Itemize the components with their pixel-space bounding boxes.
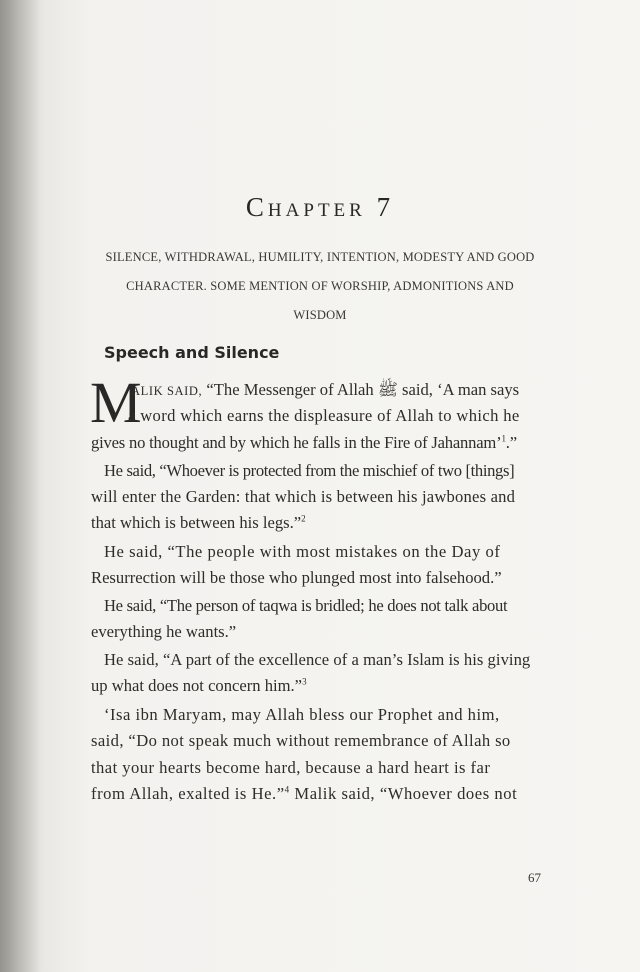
footnote-ref[interactable]: 4 <box>284 784 290 795</box>
paragraph-line: that your hearts become hard, because a hard heart is far <box>91 758 491 777</box>
footnote-ref[interactable]: 2 <box>301 513 306 524</box>
lead-in: ALIK SAID, <box>131 384 203 398</box>
line-text: that which is between his legs.” <box>91 513 302 532</box>
spine-shadow <box>0 0 40 972</box>
paragraph-line: He said, “A part of the excellence of a man’s Islam is his giving <box>104 650 531 669</box>
paragraph-line: Resurrection will be those who plunged most into falsehood.” <box>91 568 502 587</box>
paragraph-line <box>91 784 517 804</box>
paragraph-line: said, “Do not speak much without remembrance of Allah so <box>91 731 511 750</box>
line-text: from Allah, exalted is He.” <box>91 784 285 803</box>
chapter-subtitle: SILENCE, WITHDRAWAL, HUMILITY, INTENTION, MODESTY AND GOOD CHARACTER. SOME MENTION OF WORSHIP, ADMONITIONS AND WISDOM <box>105 250 535 322</box>
paragraph-line: will enter the Garden: that which is between his jawbones and <box>91 487 516 506</box>
section-heading: Speech and Silence <box>104 343 280 362</box>
footnote-ref[interactable]: 1 <box>501 433 506 444</box>
paragraph-line <box>91 433 517 453</box>
footnote-ref[interactable]: 3 <box>302 676 307 687</box>
line-text: Malik said, “Whoever does not <box>289 784 518 803</box>
chapter-title: Chapter 7 <box>245 192 395 222</box>
paragraph-line: He said, “Whoever is protected from the mischief of two [things] <box>104 461 515 480</box>
line-text: up what does not concern him.” <box>91 676 303 695</box>
paragraph-line: He said, “The person of taqwa is bridled; he does not talk about <box>104 596 508 615</box>
paragraph-line <box>91 513 306 533</box>
paragraph-line: He said, “The people with most mistakes on the Day of <box>104 542 501 561</box>
page-number: 67 <box>528 870 541 885</box>
line-text: gives no thought and by which he falls in the Fire of Jahannam’ <box>91 433 502 452</box>
paragraph-line: everything he wants.” <box>91 622 237 641</box>
paragraph-line: ‘Isa ibn Maryam, may Allah bless our Prophet and him, <box>104 705 500 724</box>
line-text: .” <box>505 433 517 452</box>
paragraph-line <box>131 380 519 404</box>
paragraph-line: a word which earns the displeasure of Allah to which he <box>128 406 520 425</box>
paragraph-line <box>91 676 307 696</box>
drop-cap: M <box>90 370 142 435</box>
line-text: “The Messenger of Allah ﷺ said, ‘A man says <box>202 380 520 399</box>
